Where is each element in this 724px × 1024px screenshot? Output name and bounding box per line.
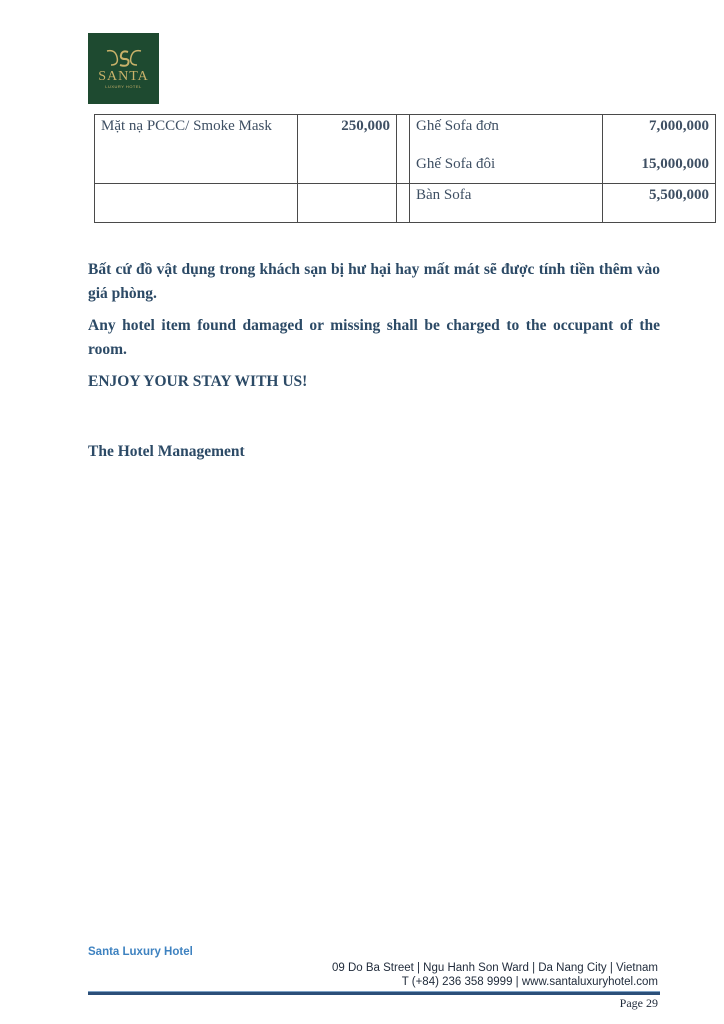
logo-subtitle: LUXURY HOTEL <box>105 84 142 89</box>
logo-name: SANTA <box>98 69 149 84</box>
item-name: Ghế Sofa đôi <box>416 156 496 172</box>
item-name: Bàn Sofa <box>416 187 472 203</box>
item-price-cell <box>298 115 397 184</box>
item-price: 250,000 <box>341 118 390 134</box>
item-name: Ghế Sofa đơn <box>416 118 499 134</box>
item-name-cell <box>95 184 298 223</box>
item-name-cell <box>95 115 298 184</box>
item-name: Mặt nạ PCCC/ Smoke Mask <box>101 118 272 134</box>
damage-note-english: Any hotel item found damaged or missing shall be charged to the occupant of the room. <box>88 317 660 358</box>
spacer-cell <box>397 115 410 184</box>
item-name-cell <box>410 115 603 184</box>
item-price-cell <box>298 184 397 223</box>
table-row <box>95 184 716 223</box>
closing-message: ENJOY YOUR STAY WITH US! <box>88 373 308 390</box>
footer-divider <box>88 991 660 995</box>
item-price-cell <box>603 115 716 184</box>
table-row <box>95 115 716 184</box>
footer-contact: T (+84) 236 358 9999 | www.santaluxuryhotel.com <box>401 976 658 988</box>
item-price: 7,000,000 <box>649 118 709 134</box>
item-name-cell <box>410 184 603 223</box>
footer-address-block <box>332 961 658 989</box>
item-price: 15,000,000 <box>641 156 709 172</box>
footer-address: 09 Do Ba Street | Ngu Hanh Son Ward | Da Nang City | Vietnam <box>331 962 658 974</box>
page-number: Page 29 <box>619 996 658 1010</box>
signature: The Hotel Management <box>88 443 245 460</box>
footer-hotel-name: Santa Luxury Hotel <box>88 946 193 958</box>
spacer-cell <box>397 184 410 223</box>
item-price-cell <box>603 184 716 223</box>
hotel-logo <box>88 33 159 104</box>
santa-monogram-icon <box>103 47 145 69</box>
damage-note-vietnamese: Bất cứ đồ vật dụng trong khách sạn bị hư hại hay mất mát sẽ được tính tiền thêm vào giá phòng. <box>88 261 660 302</box>
item-price: 5,500,000 <box>649 187 709 203</box>
damage-price-table <box>94 114 716 223</box>
